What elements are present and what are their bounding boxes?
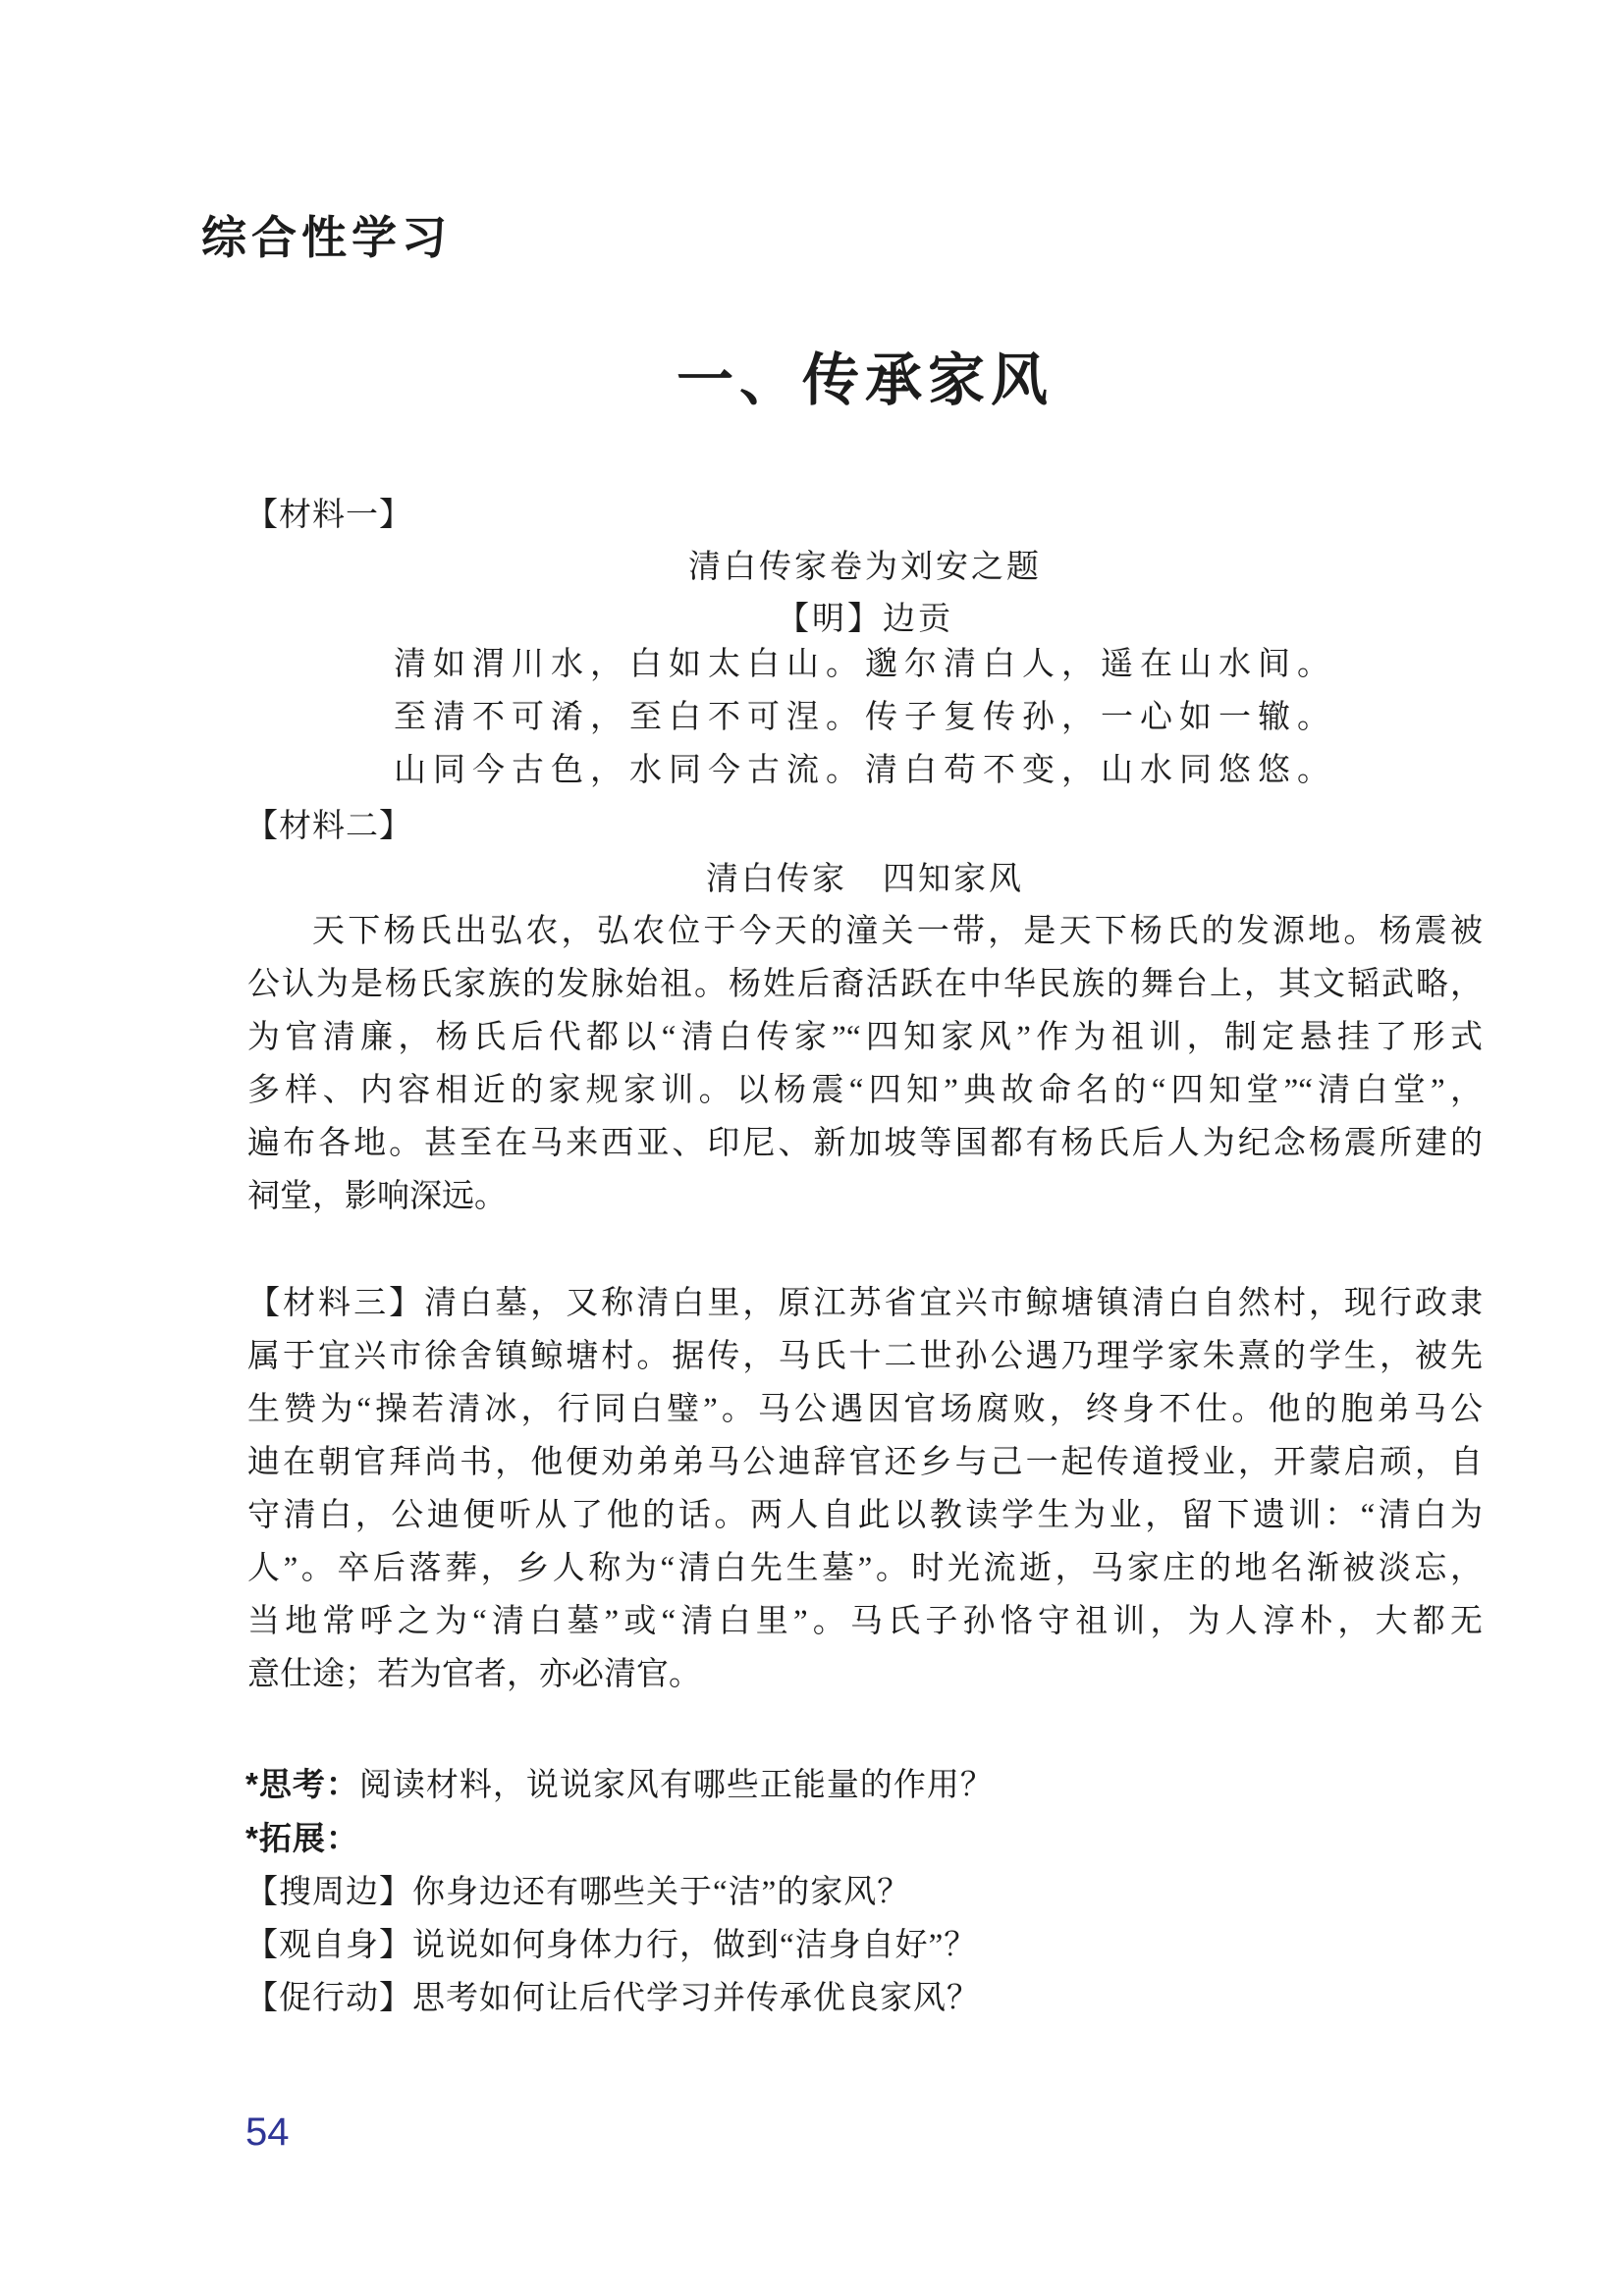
question-item-text: 说说如何身体力行，做到“洁身自好”？	[412, 1928, 978, 1963]
question-item	[245, 1866, 1502, 1919]
think-label: *思考：	[245, 1766, 359, 1802]
material2-subtitle: 清白传家 四知家风	[706, 862, 1024, 897]
page-title: 一、传承家风	[676, 348, 1054, 412]
poem-body	[247, 638, 1483, 797]
paragraph-line: 多样、内容相近的家规家训。以杨震“四知”典故命名的“四知堂”“清白堂”，	[247, 1073, 1483, 1108]
expand-heading	[245, 1812, 1502, 1866]
poem-line: 清如渭川水，白如太白山。邈尔清白人，遥在山水间。	[394, 647, 1336, 682]
material2-paragraph	[247, 905, 1483, 1223]
question-item-label: 【观自身】	[245, 1928, 412, 1963]
paragraph-line: 天下杨氏出弘农，弘农位于今天的潼关一带，是天下杨氏的发源地。杨震被	[312, 914, 1483, 949]
think-text: 阅读材料，说说家风有哪些正能量的作用？	[358, 1768, 994, 1803]
material1-label: 【材料一】	[245, 498, 412, 533]
paragraph-line: 迪在朝官拜尚书，他便劝弟弟马公迪辞官还乡与己一起传道授业，开蒙启顽，自	[247, 1445, 1483, 1480]
paragraph-line: 生赞为“操若清冰，行同白璧”。马公遇因官场腐败，终身不仕。他的胞弟马公	[247, 1392, 1483, 1427]
question-item-text: 你身边还有哪些关于“洁”的家风？	[412, 1875, 911, 1910]
paragraph-line: 为官清廉，杨氏后代都以“清白传家”“四知家风”作为祖训，制定悬挂了形式	[247, 1020, 1483, 1055]
paragraph-line: 遍布各地。甚至在马来西亚、印尼、新加坡等国都有杨氏后人为纪念杨震所建的	[247, 1126, 1483, 1161]
question-item	[245, 1972, 1502, 2025]
paragraph-line: 人”。卒后落葬，乡人称为“清白先生墓”。时光流逝，马家庄的地名渐被淡忘，	[247, 1551, 1483, 1586]
poem-line: 山同今古色，水同今古流。清白苟不变，山水同悠悠。	[394, 753, 1336, 788]
expand-label: *拓展：	[245, 1820, 359, 1856]
material2-label: 【材料二】	[245, 809, 412, 844]
paragraph-line: 【材料三】清白墓，又称清白里，原江苏省宜兴市鲸塘镇清白自然村，现行政隶	[247, 1286, 1483, 1321]
question-item-text: 思考如何让后代学习并传承优良家风？	[412, 1981, 980, 2016]
think-question	[245, 1758, 1502, 1812]
page-number: 54	[245, 2110, 290, 2154]
question-item-label: 【搜周边】	[245, 1875, 412, 1910]
poem-line: 至清不可淆，至白不可涅。传子复传孙，一心如一辙。	[394, 700, 1336, 735]
paragraph-line: 当地常呼之为“清白墓”或“清白里”。马氏子孙恪守祖训，为人淳朴，大都无	[247, 1604, 1483, 1639]
paragraph-line: 公认为是杨氏家族的发脉始祖。杨姓后裔活跃在中华民族的舞台上，其文韬武略，	[247, 967, 1483, 1002]
paragraph-line: 属于宜兴市徐舍镇鲸塘村。据传，马氏十二世孙公遇乃理学家朱熹的学生，被先	[247, 1339, 1483, 1374]
material3-paragraph	[247, 1277, 1483, 1701]
question-item-label: 【促行动】	[245, 1981, 412, 2016]
paragraph-line: 意仕途；若为官者，亦必清官。	[247, 1657, 701, 1692]
poem-title: 清白传家卷为刘安之题	[688, 550, 1042, 585]
question-item	[245, 1919, 1502, 1972]
paragraph-line: 守清白，公迪便听从了他的话。两人自此以教读学生为业，留下遗训：“清白为	[247, 1498, 1483, 1533]
questions-block	[245, 1758, 1502, 2025]
section-header: 综合性学习	[201, 212, 452, 263]
poem-author: 【明】边贡	[777, 602, 953, 637]
paragraph-line: 祠堂，影响深远。	[247, 1179, 507, 1214]
